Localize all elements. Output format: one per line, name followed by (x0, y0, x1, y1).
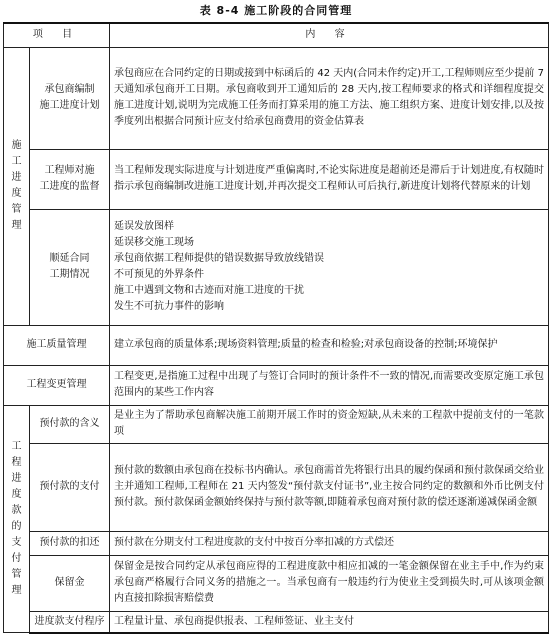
row-content-monitor: 当工程师发现实际进度与计划进度严重偏离时,不论实际进度是超前还是滞后于计划进度,有权随时指示承包商编制改进施工进度计划,并再次提交工程师认可后执行,新进度计划将代替原来的计划 (110, 149, 549, 209)
row-content-retention: 保留金是按合同约定从承包商应得的工程进度款中相应扣减的一笔金额保留在业主手中,作为约束承包商严格履行合同义务的措施之一。当承包商有一般违约行为使业主受到损失时,可从该项金额内直接扣除损害赔偿费 (110, 555, 549, 611)
contract-management-table (3, 22, 549, 634)
group-schedule: 施工进度管理 (4, 47, 30, 325)
table-header-row (4, 23, 549, 47)
list-item: 承包商依据工程师提供的错误数据导致放线错误 (114, 253, 324, 264)
list-item: 不可预见的外界条件 (114, 269, 204, 280)
row-content-advance-deduction: 预付款在分期支付工程进度款的支付中按百分率扣减的方式偿还 (110, 531, 549, 555)
table-row (4, 611, 549, 633)
list-item: 延误发放图样 (114, 221, 174, 232)
list-item: 延误移交施工现场 (114, 237, 194, 248)
row-label-plan: 承包商编制 施工进度计划 (30, 47, 110, 149)
row-label-quality: 施工质量管理 (4, 325, 110, 365)
header-item: 项 目 (4, 23, 110, 47)
row-label-procedure: 进度款支付程序 (30, 611, 110, 633)
row-label-extension: 顺延合同 工期情况 (30, 209, 110, 325)
list-item: 施工中遇到文物和古迹而对施工进度的干扰 (114, 285, 304, 296)
table-row (4, 365, 549, 405)
table-row (4, 555, 549, 611)
row-label-advance-payment: 预付款的支付 (30, 443, 110, 531)
header-content: 内 容 (110, 23, 549, 47)
list-item: 发生不可抗力事件的影响 (114, 301, 224, 312)
table-row (4, 443, 549, 531)
row-content-plan: 承包商应在合同约定的日期或接到中标函后的 42 天内(合同未作约定)开工,工程师则应至少提前 7 天通知承包商开工日期。承包商收到开工通知后的 28 天内,按工程师要求的格式和详细程度提交施工进度计划,说明为完成施工任务而打算采用的施工方法、施工组织方案、进度计划安排,以及按季度列出根据合同预计应支付给承包商费用的资金估算表 (110, 47, 549, 149)
group-payment: 工程进度款的支付管理 (4, 405, 30, 633)
row-label-retention: 保留金 (30, 555, 110, 611)
row-label-advance-meaning: 预付款的含义 (30, 405, 110, 443)
table-caption: 表 8-4 施工阶段的合同管理 (199, 4, 353, 17)
table-row (4, 209, 549, 325)
row-content-procedure: 工程量计量、承包商提供报表、工程师签证、业主支付 (110, 611, 549, 633)
table-row (4, 149, 549, 209)
table-row (4, 325, 549, 365)
row-label-advance-deduction: 预付款的扣还 (30, 531, 110, 555)
row-content-extension (110, 209, 549, 325)
row-content-change: 工程变更,是指施工过程中出现了与签订合同时的预计条件不一致的情况,而需要改变原定施工承包范围内的某些工作内容 (110, 365, 549, 405)
row-content-quality: 建立承包商的质量体系;现场资料管理;质量的检查和检验;对承包商设备的控制;环境保护 (110, 325, 549, 365)
table-row (4, 405, 549, 443)
table-row (4, 47, 549, 149)
row-label-monitor: 工程师对施 工进度的监督 (30, 149, 110, 209)
table-row (4, 531, 549, 555)
row-label-change: 工程变更管理 (4, 365, 110, 405)
row-content-advance-payment: 预付款的数额由承包商在投标书内确认。承包商需首先将银行出具的履约保函和预付款保函交给业主并通知工程师,工程师在 21 天内签发“预付款支付证书”,业主按合同约定的数额和外币比例支付预付款。预付款保函金额始终保持与预付款等额,即随着承包商对预付款的偿还逐渐递减保函金额 (110, 443, 549, 531)
row-content-advance-meaning: 是业主为了帮助承包商解决施工前期开展工作时的资金短缺,从未来的工程款中提前支付的一笔款项 (110, 405, 549, 443)
